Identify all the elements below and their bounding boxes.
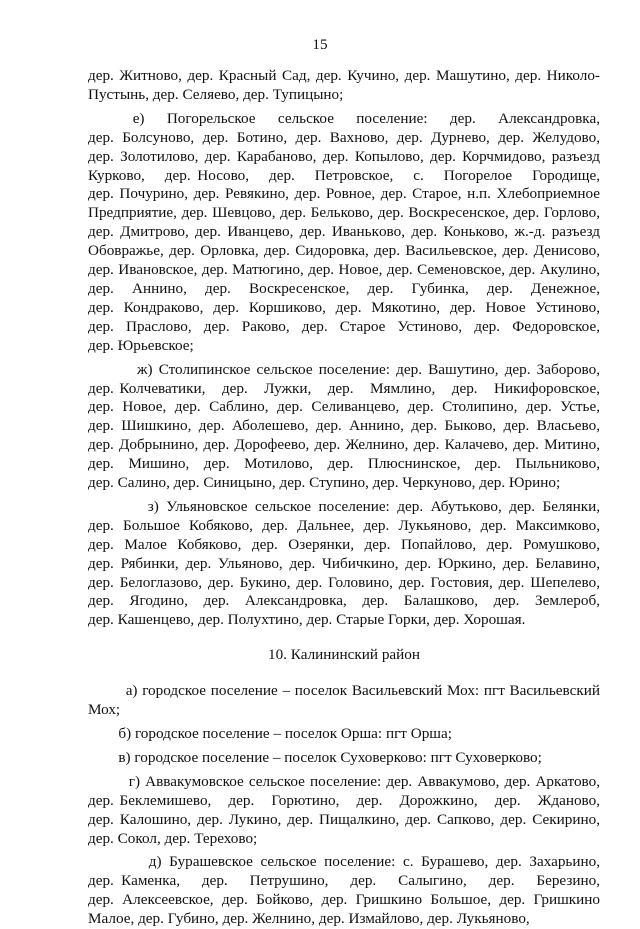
text-line: дер. Праслово, дер. Раково, дер. Старое Устиново, дер. Федоровское, xyxy=(88,317,600,335)
paragraph xyxy=(88,361,600,493)
text-line: дер. Добрынино, дер. Дорофеево, дер. Желнино, дер. Калачево, дер. Митино, xyxy=(88,436,600,454)
text-line: г) Аввакумовское сельское поселение: дер. Аввакумово, дер. Аркатово, xyxy=(88,772,600,790)
text-line: дер. Ягодино, дер. Александровка, дер. Балашково, дер. Землероб, xyxy=(88,592,600,610)
paragraph xyxy=(88,725,600,744)
paragraph xyxy=(88,498,600,630)
paragraph xyxy=(88,749,600,768)
text-line: дер. Салино, дер. Синицыно, дер. Ступино, дер. Черкуново, дер. Юрино; xyxy=(88,474,561,492)
text-line: дер. Житново, дер. Красный Сад, дер. Кучино, дер. Машутино, дер. Николо- xyxy=(88,67,600,84)
text-line: д) Бурашевское сельское поселение: с. Бурашево, дер. Захарьино, xyxy=(88,853,600,871)
paragraph xyxy=(88,682,600,720)
text-line: дер. Белоглазово, дер. Букино, дер. Головино, дер. Гостовия, дер. Шепелево, xyxy=(88,573,600,591)
text-line: дер. Шишкино, дер. Аболешево, дер. Аннино, дер. Быково, дер. Власьево, xyxy=(88,417,600,435)
text-line: Мох; xyxy=(88,701,121,719)
paragraph xyxy=(88,110,600,356)
section-heading: 10. Калининский район xyxy=(267,646,421,664)
text-line: а) городское поселение – поселок Васильевский Мох: пгт Васильевский xyxy=(88,682,600,700)
text-line: дер. Новое, дер. Саблино, дер. Селиванцево, дер. Столипино, дер. Устье, xyxy=(88,398,600,416)
text-line: з) Ульяновское сельское поселение: дер. Абутьково, дер. Белянки, xyxy=(88,497,600,515)
text-line: дер. Почурино, дер. Ревякино, дер. Ровное, дер. Старое, н.п. Хлебоприемное xyxy=(88,185,600,203)
text-line: дер. Кашенцево, дер. Полухтино, дер. Старые Горки, дер. Хорошая. xyxy=(88,611,526,629)
text-line: дер. Калошино, дер. Лукино, дер. Пищалкино, дер. Сапково, дер. Секирино, xyxy=(88,810,600,828)
paragraph xyxy=(88,853,600,929)
text-line: дер. Золотилово, дер. Карабаново, дер. Копылово, дер. Корчмидово, разъезд xyxy=(88,147,600,165)
document-body xyxy=(88,67,600,929)
text-line: дер. Беклемишево, дер. Горютино, дер. Дорожкино, дер. Жданово, xyxy=(88,791,600,809)
text-line: дер. Малое Кобяково, дер. Озерянки, дер. Попайлово, дер. Ромушково, xyxy=(88,535,600,553)
text-line: дер. Сокол, дер. Терехово; xyxy=(88,829,258,847)
text-line: Пустынь, дер. Селяево, дер. Тупицыно; xyxy=(88,85,344,103)
text-line: дер. Рябинки, дер. Ульяново, дер. Чибичкино, дер. Юркино, дер. Белавино, xyxy=(88,554,600,572)
text-line: дер. Аннино, дер. Воскресенское, дер. Губинка, дер. Денежное, xyxy=(88,279,600,297)
paragraph xyxy=(88,773,600,849)
text-line: дер. Алексеевское, дер. Бойково, дер. Гришкино Большое, дер. Гришкино xyxy=(88,891,600,909)
text-line: ж) Столипинское сельское поселение: дер. Вашутино, дер. Заборово, xyxy=(88,360,600,378)
text-line: дер. Болсуново, дер. Ботино, дер. Вахново, дер. Дурнево, дер. Желудово, xyxy=(88,128,600,146)
text-line: дер. Дмитрово, дер. Иванцево, дер. Иванькoво, дер. Коньково, ж.-д. разъезд xyxy=(88,223,600,241)
paragraph xyxy=(88,67,600,105)
text-line: дер. Каменка, дер. Петрушино, дер. Салыгино, дер. Березино, xyxy=(88,872,600,890)
text-line: б) городское поселение – поселок Орша: пгт Орша; xyxy=(88,725,452,742)
section-before-heading xyxy=(88,67,600,630)
text-line: дер. Мишино, дер. Мотилово, дер. Плюснинское, дер. Пыльниково, xyxy=(88,455,600,473)
text-line: Курково, дер. Носово, дер. Петровское, с. Погорелое Городище, xyxy=(88,166,600,184)
section-after-heading xyxy=(88,682,600,929)
page-number: 15 xyxy=(312,36,328,53)
text-line: дер. Юрьевское; xyxy=(88,336,194,354)
text-line: дер. Ивановское, дер. Матюгино, дер. Новое, дер. Семеновское, дер. Акулино, xyxy=(88,261,600,279)
text-line: в) городское поселение – поселок Суховерково: пгт Суховерково; xyxy=(88,748,542,766)
text-line: Предприятие, дер. Шевцово, дер. Бельково, дер. Воскресенское, дер. Горлово, xyxy=(88,204,600,222)
text-line: Обовражье, дер. Орловка, дер. Сидоровка, дер. Васильевское, дер. Денисово, xyxy=(88,242,600,260)
text-line: Малое, дер. Губино, дер. Желнино, дер. Измайлово, дер. Лукьяново, xyxy=(88,910,530,928)
text-line: дер. Кондраково, дер. Коршиково, дер. Мякотино, дер. Новое Устиново, xyxy=(88,298,600,316)
text-line: дер. Большое Кобяково, дер. Дальнее, дер. Лукьяново, дер. Максимково, xyxy=(88,516,600,534)
text-line: дер. Колчеватики, дер. Лужки, дер. Мямлино, дер. Никифоровское, xyxy=(88,379,600,397)
text-line: е) Погорельское сельское поселение: дер. Александровка, xyxy=(88,109,600,127)
